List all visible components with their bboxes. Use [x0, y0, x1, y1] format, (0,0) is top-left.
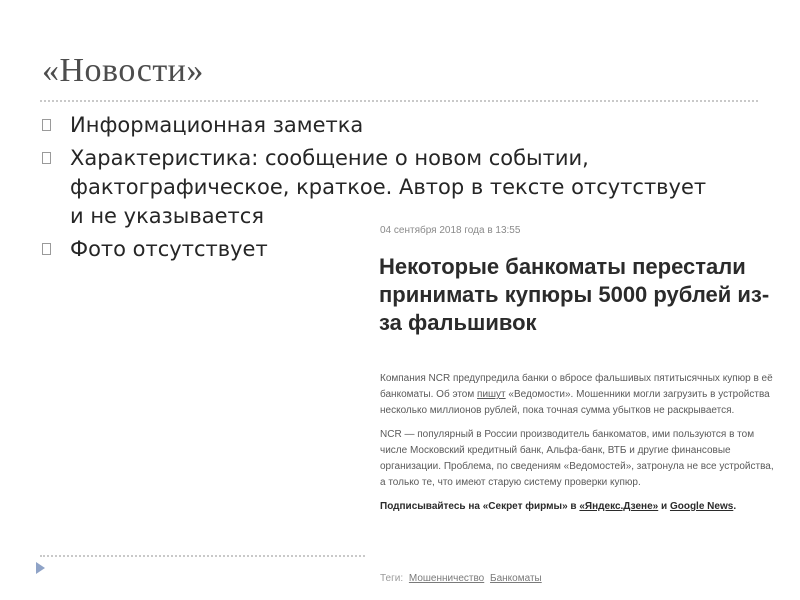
bullet-text: Характеристика: сообщение о новом событии, фактографическое, краткое. Автор в тексте отсутствует и не указывается [70, 146, 707, 228]
bullet-text: Информационная заметка [70, 113, 364, 137]
bullet-item [40, 111, 720, 140]
article-headline: Некоторые банкоматы перестали принимать купюры 5000 рублей из-за фальшивок [379, 254, 770, 335]
yandex-zen-link[interactable]: «Яндекс.Дзене» [579, 501, 659, 512]
article-paragraph [380, 371, 780, 419]
bottom-divider [40, 555, 365, 557]
article-text: Компания NCR предупредила банки о вбросе фальшивых пятитысячных купюр в её банкоматы. Об этом [380, 373, 773, 400]
subscribe-line [380, 499, 780, 515]
square-bullet-icon [42, 243, 51, 255]
subscribe-text: и [658, 501, 670, 512]
title-divider [40, 100, 758, 102]
article-tags [380, 573, 542, 584]
article-date: 04 сентября 2018 года в 13:55 [380, 225, 521, 236]
subscribe-text: . [733, 501, 737, 512]
tag-link[interactable]: Мошенничество [408, 573, 485, 584]
slide-title: «Новости» [42, 52, 204, 89]
bullet-text: Фото отсутствует [70, 237, 268, 261]
source-link[interactable]: пишут [477, 389, 506, 400]
google-news-link[interactable]: Google News [669, 501, 734, 512]
tag-link[interactable]: Банкоматы [490, 573, 542, 584]
article-text: «Ведомости». Мошенники могли загрузить в устройства несколько миллионов рублей, пока точная сумма убытков не раскрывается. [380, 389, 770, 416]
subscribe-text: Подписывайтесь на «Секрет фирмы» в [380, 501, 580, 512]
tags-label: Теги: [380, 573, 404, 584]
square-bullet-icon [42, 152, 51, 164]
square-bullet-icon [42, 119, 51, 131]
article-body [380, 371, 780, 523]
nav-arrow-icon[interactable] [36, 562, 45, 574]
article-paragraph: NCR — популярный в России производитель банкоматов, ими пользуются в том числе Московский кредитный банк, Альфа-банк, ВТБ и другие финансовые организации. Проблема, по сведениям «Ведомостей», затронула не все устройства, а только те, что имеют старую систему проверки купюр. [380, 429, 774, 488]
news-article-screenshot [365, 213, 785, 598]
